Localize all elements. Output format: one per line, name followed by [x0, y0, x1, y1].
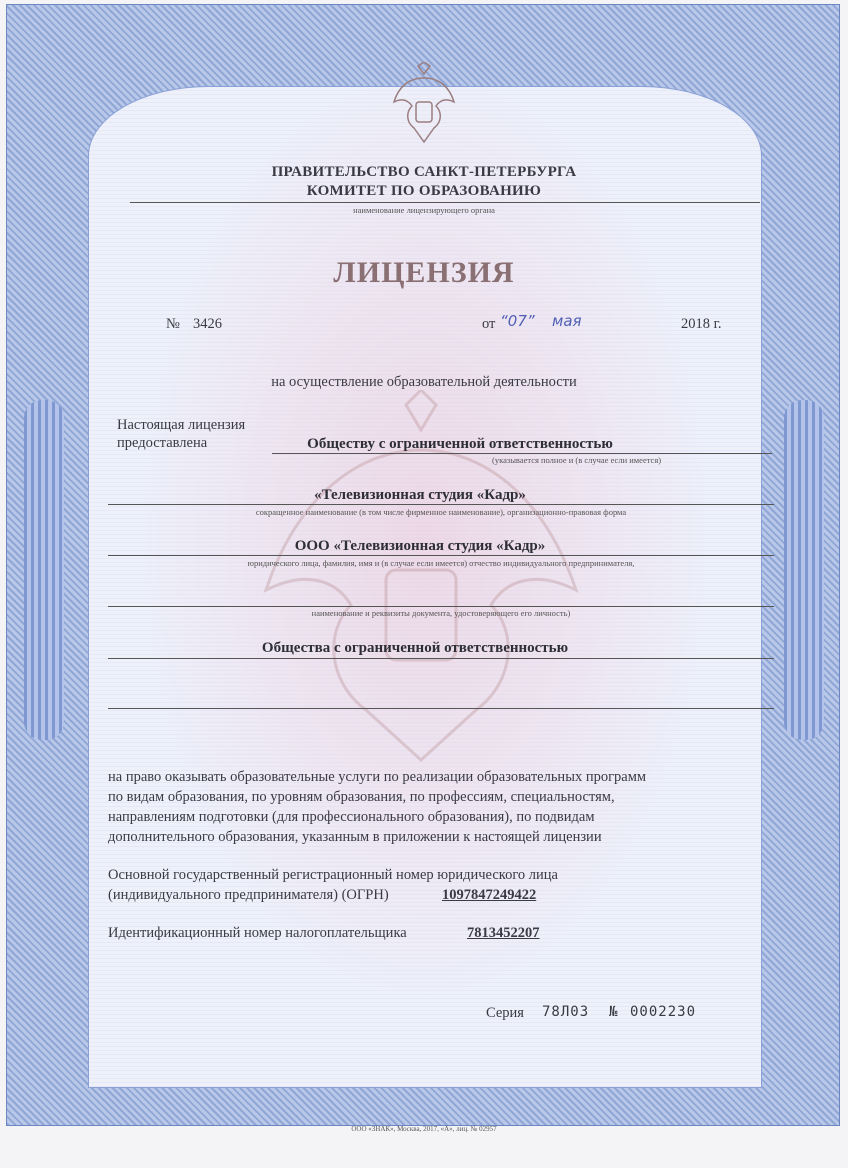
rights-line-3: направлениям подготовки (для профессионального образования), по подвидам: [108, 809, 595, 825]
series-label: Серия: [486, 1005, 524, 1021]
authority-underline: [130, 202, 760, 203]
date-year: 2018 г.: [681, 316, 722, 332]
document-title: ЛИЦЕНЗИЯ: [333, 256, 515, 289]
series-number-sign: №: [609, 1004, 619, 1020]
holder-line-1: [272, 453, 772, 454]
series-number: 0002230: [630, 1004, 697, 1020]
holder-name-quoted: «Телевизионная студия «Кадр»: [314, 487, 526, 503]
ogrn-label-line-1: Основной государственный регистрационный номер юридического лица: [108, 867, 558, 883]
authority-caption: наименование лицензирующего органа: [353, 205, 495, 215]
holder-line-4: [108, 606, 774, 607]
rights-line-2: по видам образования, по уровням образования, по профессиям, специальностям,: [108, 789, 615, 805]
holder-line-3: [108, 555, 774, 556]
printer-note: ООО «ЗНАК», Москва, 2017, «А», лиц. № 02957: [351, 1125, 497, 1133]
ogrn-label-line-2: (индивидуального предпринимателя) (ОГРН): [108, 887, 389, 903]
holder-org-form: Общества с ограниченной ответственностью: [261, 640, 569, 656]
granted-label-line-1: Настоящая лицензия: [117, 417, 246, 433]
holder-caption-4: наименование и реквизиты документа, удостоверяющего его личность): [311, 608, 571, 618]
holder-short-name: ООО «Телевизионная студия «Кадр»: [294, 538, 546, 554]
date-prefix: от: [482, 316, 496, 332]
license-number-prefix: №: [166, 316, 180, 332]
left-ornament: [24, 400, 64, 740]
inn-value: 7813452207: [467, 925, 540, 941]
holder-caption-2: сокращенное наименование (в том числе фирменное наименование), организационно-правовая форма: [255, 507, 627, 517]
date-month: мая: [552, 312, 582, 330]
coat-of-arms-icon: [388, 62, 460, 146]
granted-label-line-2: предоставлена: [117, 435, 208, 451]
rights-line-1: на право оказывать образовательные услуги по реализации образовательных программ: [108, 769, 647, 785]
holder-line-5: [108, 658, 774, 659]
date-day: “07”: [500, 312, 535, 330]
license-number: 3426: [193, 316, 222, 332]
holder-caption-3: юридического лица, фамилия, имя и (в случае если имеется) отчество индивидуального предпринимателя,: [247, 558, 635, 568]
holder-caption-1: (указывается полное и (в случае если имеется): [492, 455, 662, 465]
holder-line-2: [108, 504, 774, 505]
rights-line-4: дополнительного образования, указанным в приложении к настоящей лицензии: [108, 829, 602, 845]
license-purpose: на осуществление образовательной деятельности: [271, 374, 577, 390]
series-value: 78Л03: [542, 1004, 590, 1020]
authority-line-2: КОМИТЕТ ПО ОБРАЗОВАНИЮ: [306, 183, 542, 199]
authority-line-1: ПРАВИТЕЛЬСТВО САНКТ-ПЕТЕРБУРГА: [271, 164, 577, 180]
holder-full-name: Обществу с ограниченной ответственностью: [307, 436, 613, 452]
inn-label: Идентификационный номер налогоплательщика: [108, 925, 407, 941]
ogrn-value: 1097847249422: [442, 887, 537, 903]
right-ornament: [784, 400, 824, 740]
holder-line-6: [108, 708, 774, 709]
